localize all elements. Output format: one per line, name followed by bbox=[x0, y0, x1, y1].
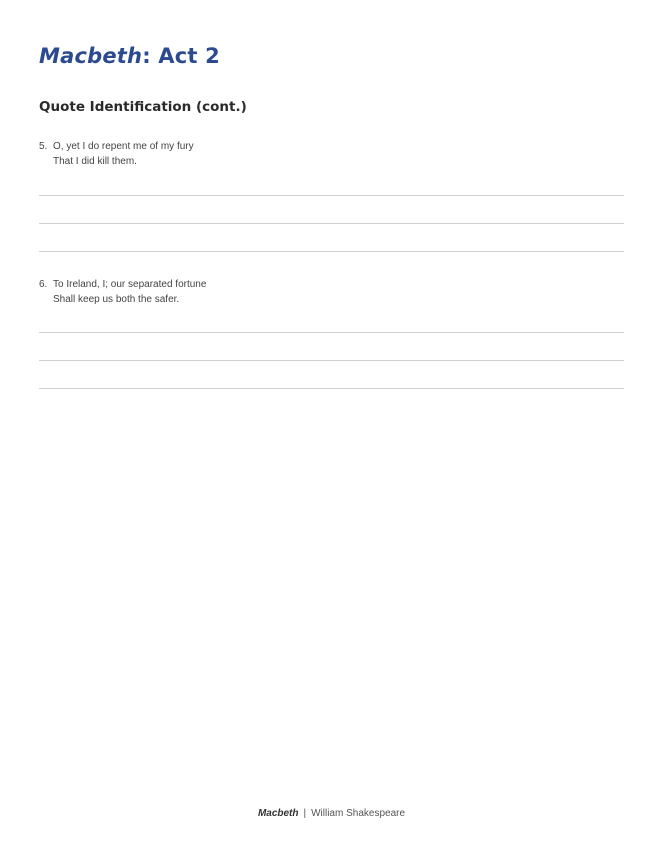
footer-author: William Shakespeare bbox=[311, 808, 406, 819]
section-heading: Quote Identification (cont.) bbox=[39, 99, 247, 115]
question-6 bbox=[39, 277, 206, 307]
footer-book-title: Macbeth bbox=[257, 808, 299, 819]
question-number: 5. bbox=[39, 141, 48, 152]
answer-line[interactable] bbox=[39, 388, 624, 389]
page-title bbox=[39, 44, 220, 68]
question-6-line-2: Shall keep us both the safer. bbox=[53, 294, 180, 305]
question-5 bbox=[39, 139, 194, 169]
question-6-line-1 bbox=[39, 277, 206, 292]
answer-line[interactable] bbox=[39, 195, 624, 196]
page-footer bbox=[0, 808, 663, 819]
title-act: : Act 2 bbox=[142, 44, 220, 68]
answer-line[interactable] bbox=[39, 223, 624, 224]
question-5-line-1 bbox=[39, 139, 194, 154]
quote-text: To Ireland, I; our separated fortune bbox=[53, 279, 207, 290]
footer-separator: | bbox=[303, 808, 307, 819]
question-5-line-2: That I did kill them. bbox=[53, 156, 137, 167]
quote-text: O, yet I do repent me of my fury bbox=[53, 141, 194, 152]
title-book-name: Macbeth bbox=[39, 44, 143, 68]
answer-line[interactable] bbox=[39, 251, 624, 252]
answer-line[interactable] bbox=[39, 360, 624, 361]
answer-line[interactable] bbox=[39, 332, 624, 333]
question-number: 6. bbox=[39, 279, 48, 290]
